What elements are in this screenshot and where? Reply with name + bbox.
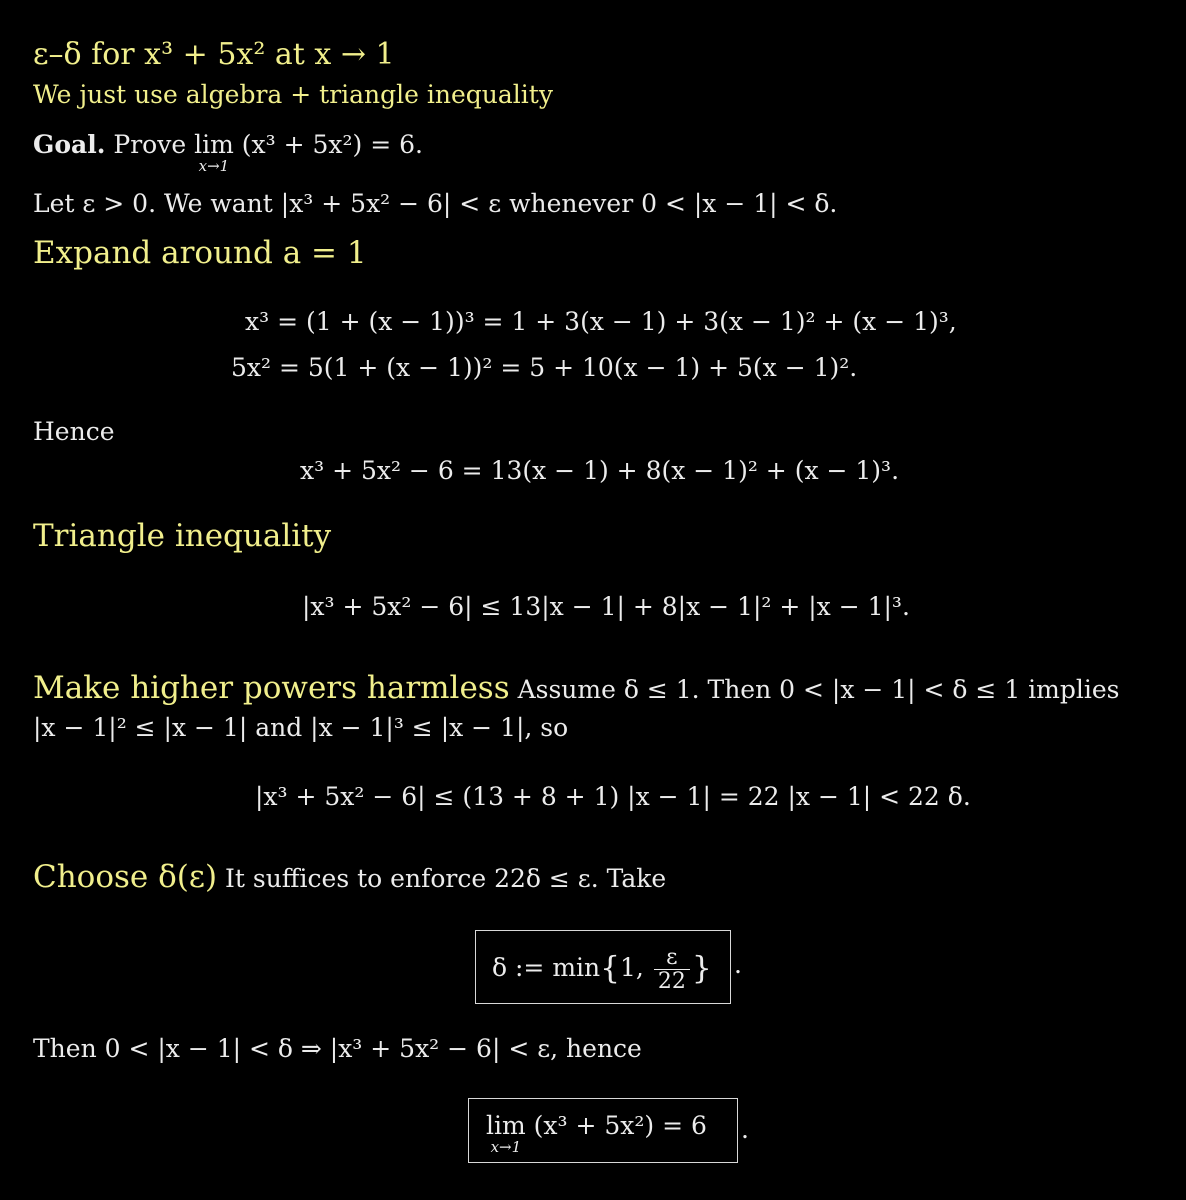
frac-numerator: ε <box>654 946 690 970</box>
expand-heading: Expand around a = 1 <box>33 235 367 271</box>
triangle-heading: Triangle inequality <box>33 518 332 554</box>
goal-line <box>33 132 423 174</box>
final-lim-sub: x→1 <box>490 1138 522 1156</box>
goal-label: Goal. <box>33 130 106 159</box>
frac-denominator: 22 <box>657 969 686 995</box>
goal-expr: (x³ + 5x²) = 6. <box>241 130 423 159</box>
delta-lhs: δ := min <box>492 953 601 983</box>
harmless-line-1 <box>33 670 1120 706</box>
final-lim <box>486 1113 526 1155</box>
harmless-eq: |x³ + 5x² − 6| ≤ (13 + 8 + 1) |x − 1| = 22 |x − 1| < 22 δ. <box>255 782 971 811</box>
triangle-eq: |x³ + 5x² − 6| ≤ 13|x − 1| + 8|x − 1|² + |x − 1|³. <box>302 592 910 621</box>
let-statement: Let ε > 0. We want |x³ + 5x² − 6| < ε whenever 0 < |x − 1| < δ. <box>33 189 838 218</box>
choose-heading: Choose δ(ε) <box>33 859 218 895</box>
brace-close: } <box>691 950 712 987</box>
final-period: . <box>741 1115 749 1144</box>
harmless-text-1: Assume δ ≤ 1. Then 0 < |x − 1| < δ ≤ 1 implies <box>517 675 1120 704</box>
delta-definition-period: . <box>734 950 742 979</box>
goal-lim-word: lim <box>194 130 234 159</box>
goal-prove: Prove <box>113 130 187 159</box>
goal-limit <box>194 132 234 174</box>
delta-one: 1, <box>620 953 644 983</box>
choose-line <box>33 859 667 895</box>
expand-eq-1: x³ = (1 + (x − 1))³ = 1 + 3(x − 1) + 3(x − 1)² + (x − 1)³, <box>245 307 957 336</box>
delta-definition <box>492 945 712 995</box>
brace-open: { <box>600 950 621 987</box>
goal-lim-sub: x→1 <box>198 157 230 175</box>
page-title: ε–δ for x³ + 5x² at x → 1 <box>33 37 395 72</box>
final-lim-word: lim <box>486 1111 526 1140</box>
page-subtitle: We just use algebra + triangle inequality <box>33 80 553 109</box>
epsilon-over-22 <box>654 946 690 993</box>
choose-text: It suffices to enforce 22δ ≤ ε. Take <box>225 864 667 893</box>
final-limit <box>486 1113 707 1155</box>
conclusion-text: Then 0 < |x − 1| < δ ⇒ |x³ + 5x² − 6| < ε, hence <box>33 1034 642 1063</box>
hence-label: Hence <box>33 417 115 446</box>
expand-eq-2: 5x² = 5(1 + (x − 1))² = 5 + 10(x − 1) + 5(x − 1)². <box>231 353 858 382</box>
harmless-heading: Make higher powers harmless <box>33 670 510 706</box>
hence-eq: x³ + 5x² − 6 = 13(x − 1) + 8(x − 1)² + (x − 1)³. <box>300 456 900 485</box>
final-expr: (x³ + 5x²) = 6 <box>533 1111 707 1140</box>
harmless-line-2: |x − 1|² ≤ |x − 1| and |x − 1|³ ≤ |x − 1|, so <box>33 713 569 742</box>
